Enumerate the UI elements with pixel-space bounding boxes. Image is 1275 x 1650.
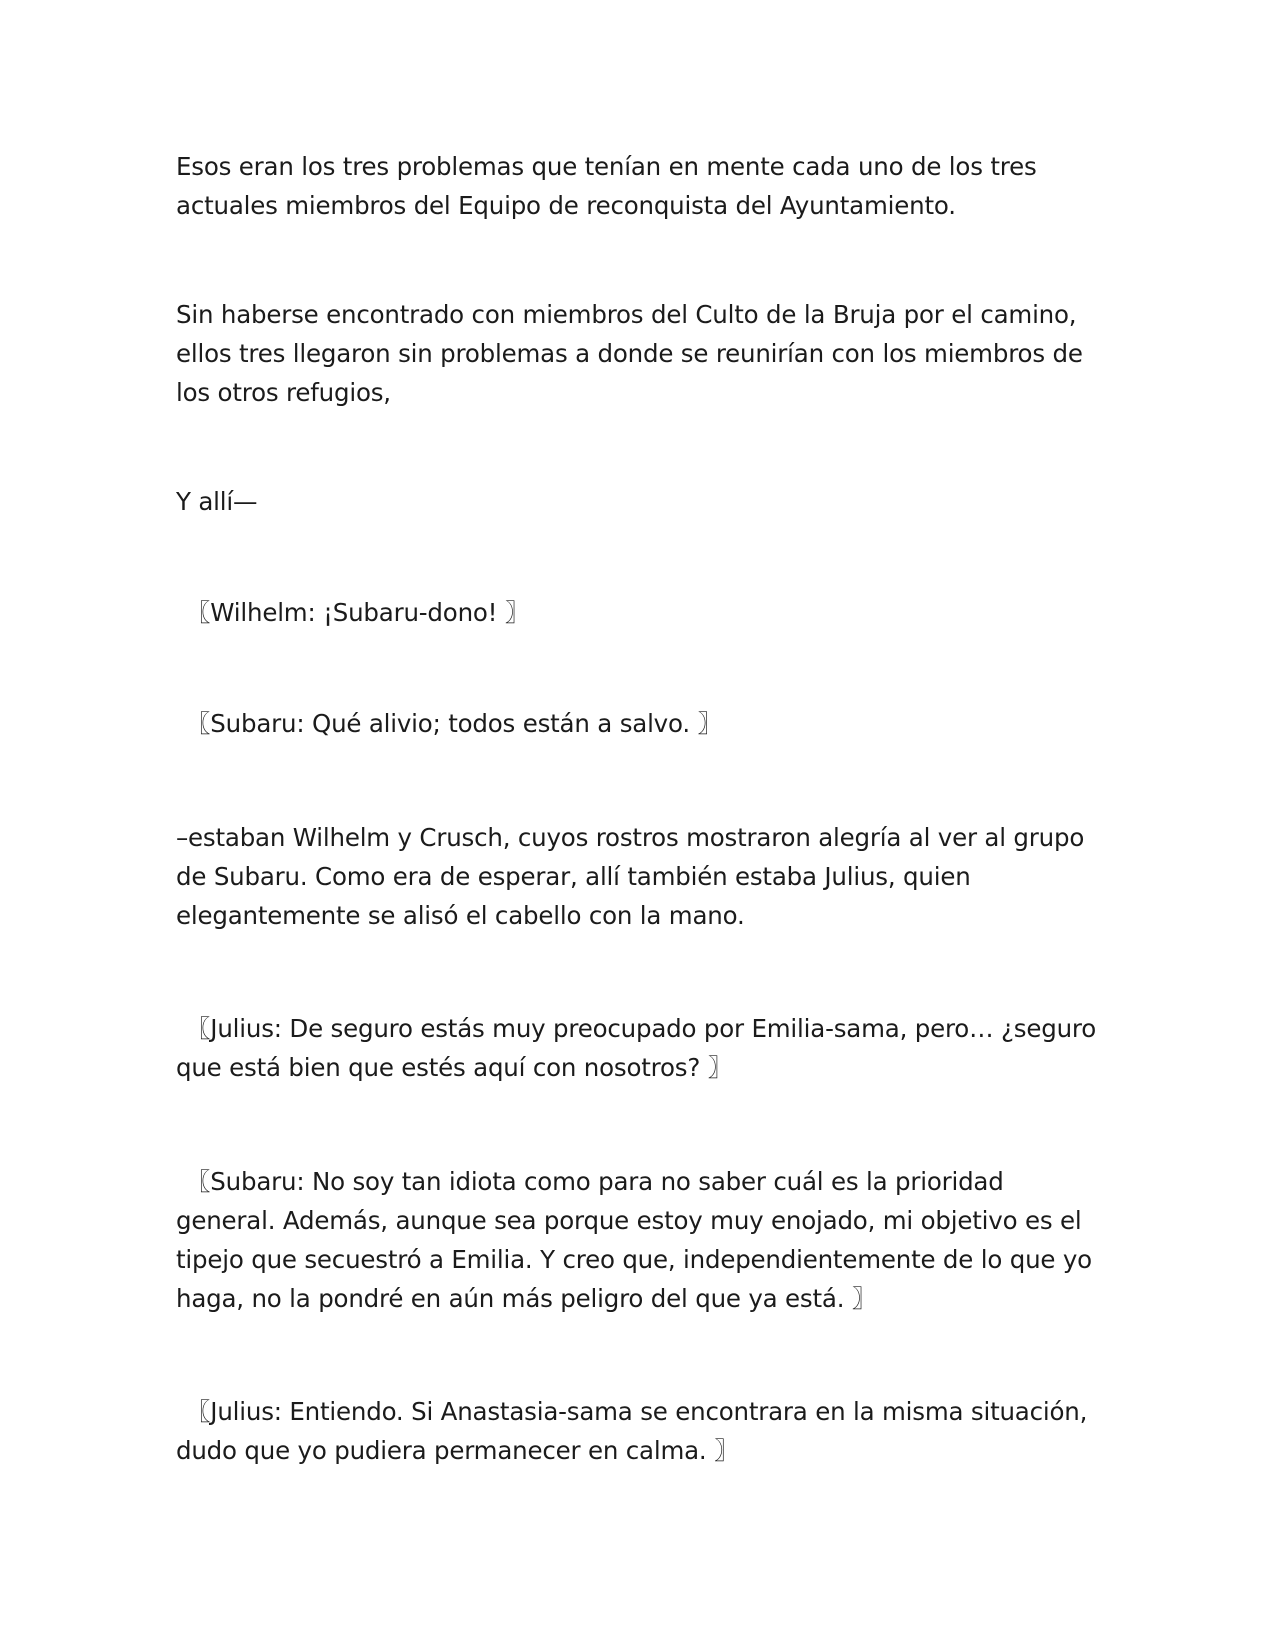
dialogue-line-wilhelm: 〖Wilhelm: ¡Subaru-dono! 〗	[186, 598, 530, 627]
dialogue-line-subaru: 〖Subaru: No soy tan idiota como para no saber cuál es la prioridad general. Además, aunque sea porque estoy muy enojado, mi objetivo es el tipejo que secuestró a Emilia. Y creo que, independientemente de lo que yo haga, no la pondré en aún más peligro del que ya está. 〗	[176, 1167, 1092, 1313]
narration-paragraph: Sin haberse encontrado con miembros del Culto de la Bruja por el camino, ellos tres llegaron sin problemas a donde se reunirían con los miembros de los otros refugios,	[176, 300, 1083, 407]
dialogue-line-subaru: 〖Subaru: Qué alivio; todos están a salvo. 〗	[186, 709, 722, 738]
dialogue-line-julius: 〖Julius: De seguro estás muy preocupado por Emilia-sama, pero… ¿seguro que está bien que estés aquí con nosotros? 〗	[176, 1014, 1097, 1082]
narration-paragraph: Y allí—	[176, 487, 258, 516]
narration-paragraph: Esos eran los tres problemas que tenían en mente cada uno de los tres actuales miembros del Equipo de reconquista del Ayuntamiento.	[176, 152, 1037, 220]
narration-paragraph: –estaban Wilhelm y Crusch, cuyos rostros mostraron alegría al ver al grupo de Subaru. Como era de esperar, allí también estaba Julius, quien elegantemente se alisó el cabello con la mano.	[176, 823, 1085, 930]
dialogue-line-julius: 〖Julius: Entiendo. Si Anastasia-sama se encontrara en la misma situación, dudo que yo pudiera permanecer en calma. 〗	[176, 1397, 1088, 1465]
